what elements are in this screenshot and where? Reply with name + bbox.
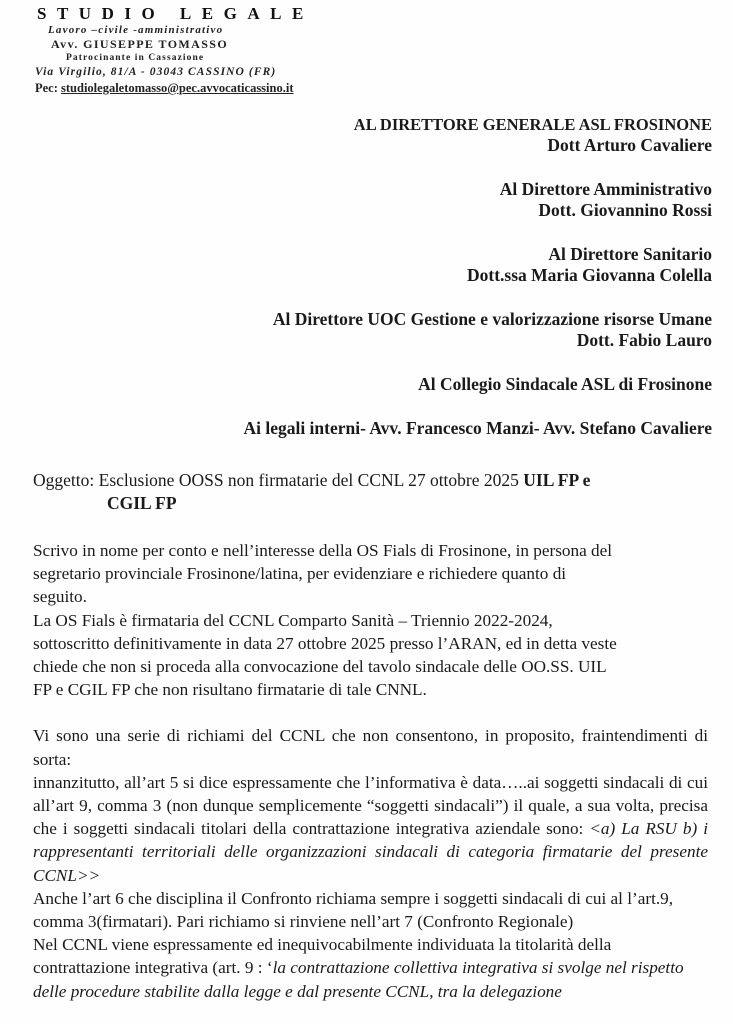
paragraph-art5 bbox=[33, 771, 708, 887]
text-line: La OS Fials è firmataria del CCNL Comparto Sanità – Triennio 2022-2024, bbox=[33, 610, 553, 630]
recipient-title: AL DIRETTORE GENERALE ASL FROSINONE bbox=[353, 115, 712, 134]
letterhead-lawyer-name: Avv. GIUSEPPE TOMASSO bbox=[51, 37, 229, 51]
paragraph-intro bbox=[33, 539, 708, 609]
subject-label: Oggetto: bbox=[33, 470, 99, 490]
text-line: chiede che non si proceda alla convocazione del tavolo sindacale delle OO.SS. UIL bbox=[33, 657, 607, 677]
recipient bbox=[152, 418, 712, 439]
recipient-name: Dott Arturo Cavaliere bbox=[547, 135, 712, 155]
letterhead-address: Via Virgilio, 81/A - 03043 CASSINO (FR) bbox=[35, 66, 277, 78]
recipient-title: Ai legali interni- Avv. Francesco Manzi- Avv. Stefano Cavaliere bbox=[243, 418, 712, 438]
paragraph-text: innanzitutto, all’art 5 si dice espressamente che l’informativa è data…..ai soggetti sindacali di cui all’art 9, comma 3 (non dunque semplicemente “soggetti sindacali”) il quale, a sua volta, precisa che i soggetti sindacali titolari della contrattazione integrativa aziendale sono: bbox=[33, 772, 708, 839]
paragraph-text: Anche l’art 6 che disciplina il Confronto richiama sempre i soggetti sindacali di cui al l’art.9, comma 3(firmatari). Pari richiamo si rinviene nell’art 7 (Confronto Regionale) bbox=[33, 888, 674, 932]
text-line: sottoscritto definitivamente in data 27 ottobre 2025 presso l’ARAN, ed in detta veste bbox=[33, 633, 617, 653]
recipient-title: Al Collegio Sindacale ASL di Frosinone bbox=[418, 374, 712, 394]
letterhead-subtitle: Lavoro –civile -amministrativo bbox=[48, 24, 224, 36]
text-line: FP e CGIL FP che non risultano firmatarie di tale CNNL. bbox=[33, 680, 427, 700]
paragraph-text: Vi sono una serie di richiami del CCNL che non consentono, in proposito, fraintendimenti di sorta: bbox=[33, 726, 708, 769]
paragraph-references-intro bbox=[33, 724, 708, 770]
subject-line bbox=[33, 469, 713, 515]
recipient bbox=[152, 309, 712, 351]
subject-bold-part-1: UIL FP e bbox=[523, 470, 591, 490]
recipient-title: Al Direttore UOC Gestione e valorizzazione risorse Umane bbox=[272, 309, 712, 329]
text-line: segretario provinciale Frosinone/latina, per evidenziare e richiedere quanto di bbox=[33, 564, 567, 584]
letterhead-pec bbox=[35, 80, 345, 96]
recipient bbox=[152, 179, 712, 221]
pec-label: Pec: bbox=[35, 81, 62, 95]
recipient-name: Dott.ssa Maria Giovanna Colella bbox=[467, 265, 712, 285]
recipient bbox=[152, 374, 712, 395]
paragraph-request bbox=[33, 609, 708, 702]
letter-body bbox=[33, 539, 708, 1003]
paragraph-art9 bbox=[33, 933, 708, 1003]
pec-email-link[interactable]: studiolegaletomasso@pec.avvocaticassino.it bbox=[61, 81, 294, 95]
paragraph-text: Nel CCNL viene espressamente ed inequivocabilmente individuata la titolarità della contrattazione integrativa (art. 9 : ‘ bbox=[33, 935, 612, 978]
recipient-name: Dott. Giovannino Rossi bbox=[538, 200, 712, 220]
letterhead bbox=[35, 4, 345, 96]
paragraph-art6-art7 bbox=[33, 887, 708, 933]
recipients-block bbox=[152, 114, 712, 462]
subject-bold-part-2: CGIL FP bbox=[107, 493, 177, 513]
letterhead-qualification: Patrocinante in Cassazione bbox=[66, 53, 205, 63]
subject-text: Esclusione OOSS non firmatarie del CCNL 27 ottobre 2025 bbox=[98, 470, 524, 490]
ccnl-quote: la contrattazione collettiva integrativa si svolge nel rispetto delle procedure stabilite dalla legge e dal presente CCNL, tra la delegazione bbox=[33, 958, 684, 1001]
letterhead-title: STUDIO LEGALE bbox=[37, 4, 314, 23]
ccnl-quote: <a) La RSU b) i rappresentanti territoriali delle organizzazioni sindacali di categoria firmatarie del presente CCNL>> bbox=[33, 819, 708, 885]
recipient-title: Al Direttore Sanitario bbox=[548, 244, 712, 264]
recipient-name: Dott. Fabio Lauro bbox=[576, 330, 712, 350]
recipient-title: Al Direttore Amministrativo bbox=[499, 179, 712, 199]
text-line: seguito. bbox=[33, 587, 87, 607]
recipient bbox=[152, 244, 712, 286]
text-line: Scrivo in nome per conto e nell’interesse della OS Fials di Frosinone, in persona del bbox=[33, 541, 613, 560]
recipient bbox=[152, 114, 712, 156]
